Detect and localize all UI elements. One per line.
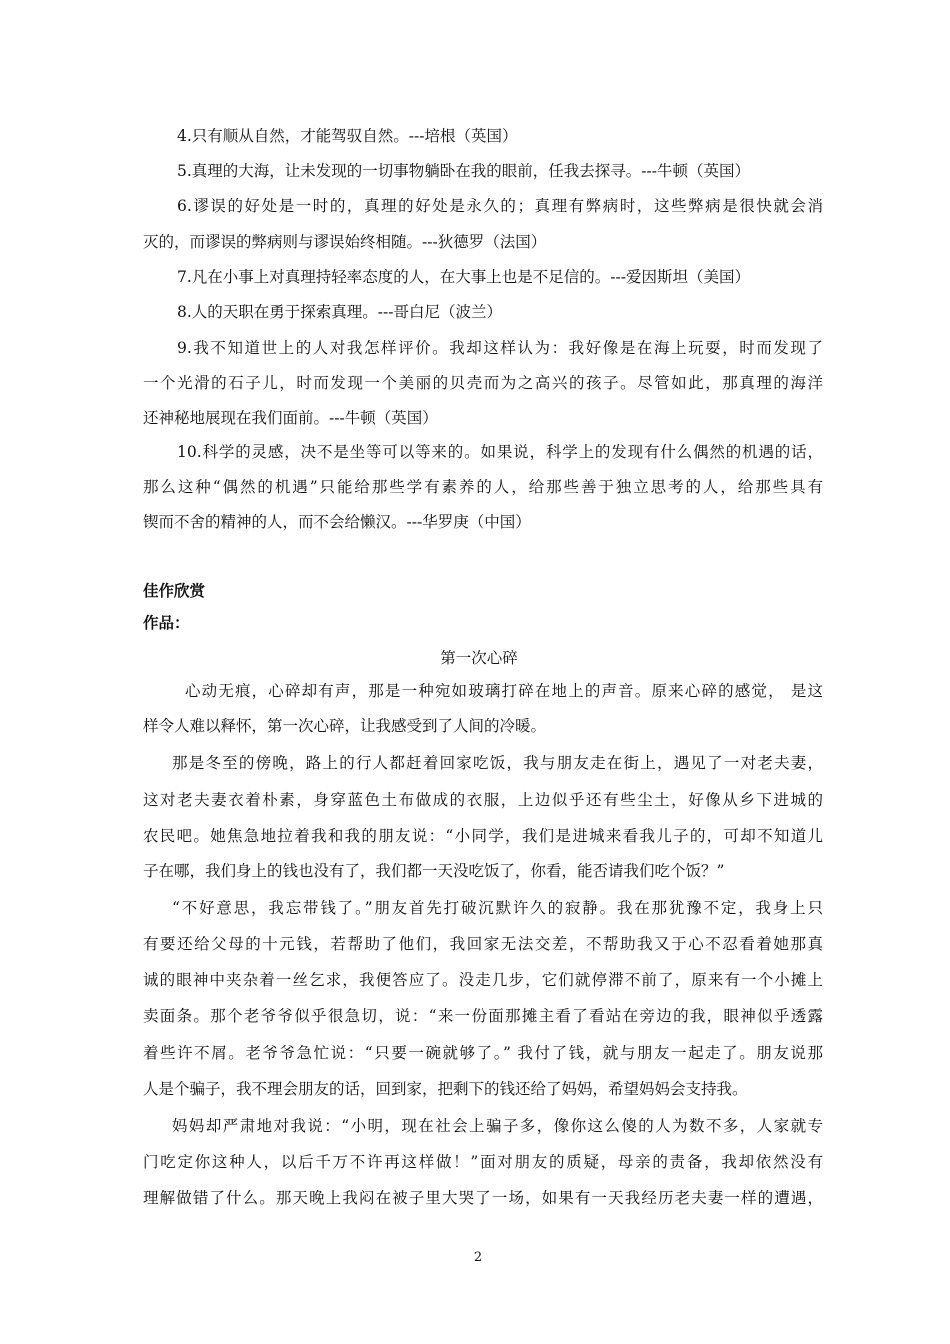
essay-line: 那是冬至的傍晚，路上的行人都赶着回家吃饭，我与朋友走在街上，遇见了一对老夫妻， [172, 754, 823, 772]
essay-line: 妈妈却严肃地对我说：“小明，现在社会上骗子多，像你这么傻的人为数不多，人家就专 [172, 1117, 823, 1135]
essay-line: 样令人难以释怀，第一次心碎，让我感受到了人间的冷暖。 [143, 717, 547, 735]
essay-line: 农民吧。她焦急地拉着我和我的朋友说：“小同学，我们是进城来看我儿子的，可却不知道儿 [143, 827, 823, 845]
essay-line: 子在哪，我们身上的钱也没有了，我们都一天没吃饭了，你看，能否请我们吃个饭？” [143, 862, 725, 880]
quote-9-line-1: 9.我不知道世上的人对我怎样评价。我却这样认为：我好像是在海上玩耍，时而发现了 [177, 339, 823, 357]
essay-line: 理解做错了什么。那天晚上我闷在被子里大哭了一场，如果有一天我经历老夫妻一样的遭遇， [143, 1189, 823, 1207]
quote-9-line-2: 一个光滑的石子儿，时而发现一个美丽的贝壳而为之高兴的孩子。尽管如此，那真理的海洋 [143, 374, 823, 392]
section-heading: 佳作欣赏 [143, 582, 206, 600]
essay-line: 诚的眼神中夹杂着一丝乞求，我便答应了。没走几步，它们就停滞不前了，原来有一个小摊上 [143, 971, 823, 989]
essay-line: 门吃定你这种人，以后千万不许再这样做！”面对朋友的质疑，母亲的责备，我却依然没有 [143, 1153, 823, 1171]
quote-5: 5.真理的大海，让未发现的一切事物躺卧在我的眼前，任我去探寻。---牛顿（英国） [177, 162, 751, 180]
section-subheading: 作品： [143, 614, 190, 632]
essay-line: 有要还给父母的十元钱，若帮助了他们，我回家无法交差，不帮助我又于心不忍看着她那真 [143, 935, 823, 953]
quote-7: 7.凡在小事上对真理持轻率态度的人，在大事上也是不足信的。---爱因斯坦（美国） [177, 268, 751, 286]
quote-10-line-1: 10.科学的灵感，决不是坐等可以等来的。如果说，科学上的发现有什么偶然的机遇的话， [177, 443, 823, 461]
quote-6-line-2: 灭的，而谬误的弊病则与谬误始终相随。---狄德罗（法国） [143, 233, 547, 251]
essay-line: 心动无痕，心碎却有声，那是一种宛如玻璃打碎在地上的声音。原来心碎的感觉， 是这 [185, 682, 823, 700]
quote-10-line-3: 锲而不舍的精神的人，而不会给懒汉。---华罗庚（中国） [143, 513, 531, 531]
essay-line: 人是个骗子，我不理会朋友的话，回到家，把剩下的钱还给了妈妈，希望妈妈会支持我。 [143, 1080, 748, 1098]
quote-6-line-1: 6.谬误的好处是一时的，真理的好处是永久的；真理有弊病时，这些弊病是很快就会消 [177, 197, 823, 215]
essay-line: 着些许不屑。老爷爷急忙说：“只要一碗就够了。” 我付了钱，就与朋友一起走了。朋友说那 [143, 1044, 823, 1062]
page-number: 2 [473, 1250, 483, 1265]
quote-4: 4.只有顺从自然，才能驾驭自然。---培根（英国） [177, 127, 518, 145]
quote-8: 8.人的天职在勇于探索真理。---哥白尼（波兰） [177, 303, 503, 321]
essay-line: 这对老夫妻衣着朴素，身穿蓝色土布做成的衣服，上边似乎还有些尘土，好像从乡下进城的 [143, 791, 823, 809]
essay-line: 卖面条。那个老爷爷似乎很急切，说：“来一份面那摊主看了看站在旁边的我，眼神似乎透露 [143, 1007, 823, 1025]
quote-9-line-3: 还神秘地展现在我们面前。---牛顿（英国） [143, 409, 438, 427]
essay-title: 第一次心碎 [440, 649, 518, 667]
quote-10-line-2: 那么这种“偶然的机遇”只能给那些学有素养的人，给那些善于独立思考的人，给那些具有 [143, 478, 823, 496]
essay-line: “不好意思，我忘带钱了。”朋友首先打破沉默许久的寂静。我在那犹豫不定，我身上只 [172, 899, 823, 917]
